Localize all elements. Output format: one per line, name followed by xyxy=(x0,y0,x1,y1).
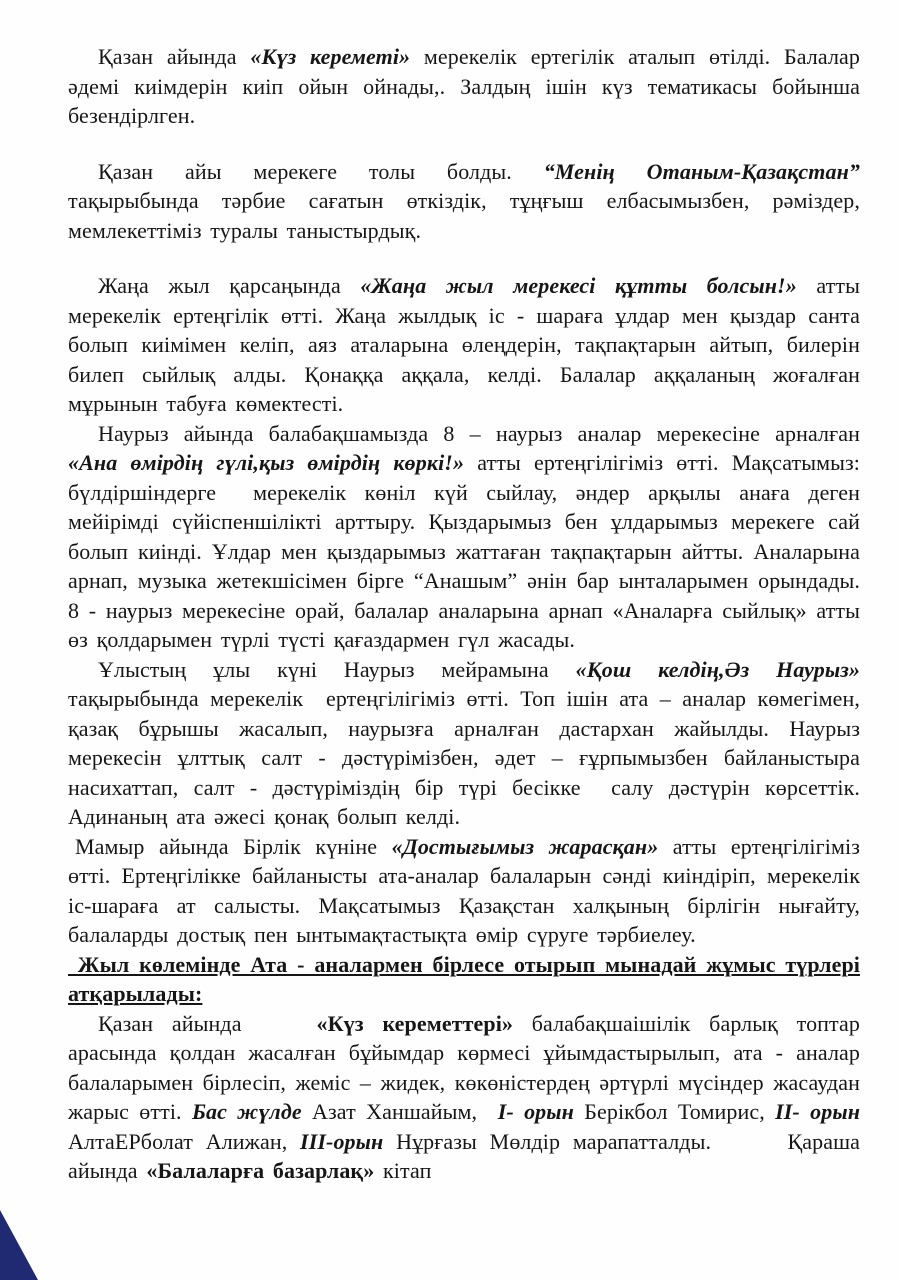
text-run: Наурыз айында балабақшамызда 8 – наурыз аналар мерекесіне арналған xyxy=(98,420,860,446)
para-autumn-crafts-contest xyxy=(68,1009,860,1186)
text-run: атты ертеңгілігіміз өтті. Мақсатымыз: бүлдіршіндерге мерекелік көніл күй сыйлау, әндер арқылы анаға деген мейірімді сүйіспеншілікті арттыру. Қыздарымыз бен ұлдарымыз мерекеге сай болып киінді. Ұлдар мен қыздарымыз жаттаған тақпақтарын айтты. Аналарына арнап, музыка жетекшісімен бірге “Анашым” әнін бар ынталарымен орындады. 8 - наурыз мерекесіне орай, балалар аналарына арнап «Аналарға сыйлық» атты өз қолдарымен түрлі түсті қағаздармен гүл жасады. xyxy=(68,450,861,652)
scan-corner-artifact xyxy=(0,1210,38,1280)
para-nauryz xyxy=(68,655,860,832)
text-run: Мамыр айында Бірлік күніне xyxy=(75,833,392,859)
text-run: «Күз кереметі» xyxy=(250,44,411,69)
text-run: III-орын xyxy=(300,1128,384,1154)
text-run: балабақшаішілік барлық топтар арасында қолдан жасалған бұйымдар көрмесі ұйымдастырылып, ата - аналар балаларымен бірлесіп, жеміс – жидек, көкөністердең әртүрлі мүсіндер жасаудан жарыс өтті. xyxy=(68,1010,860,1124)
text-run: Ұлыстың ұлы күні Наурыз мейрамына xyxy=(98,656,576,682)
text-run: «Достығымыз жарасқан» xyxy=(391,833,659,859)
text-run: «Балаларға базарлақ» xyxy=(146,1158,375,1183)
document-body xyxy=(68,42,860,1186)
text-run: Қазан айында xyxy=(98,44,251,69)
text-run: «Ана өмірдің гүлі,қыз өмірдің көркі!» xyxy=(68,450,465,475)
text-run: «Жаңа жыл мерекесі құтты болсын!» xyxy=(360,273,797,298)
text-run: «Күз кереметтері» xyxy=(316,1010,514,1036)
para-new-year xyxy=(68,271,860,419)
text-run: Жыл көлемінде Ата - аналармен бірлесе отырып мынадай жұмыс түрлері атқарылады: xyxy=(68,951,860,1006)
text-run: тақырыбында тәрбие сағатын өткіздік, тұңғыш елбасымызбен, рәміздер, мемлекеттіміз туралы таныстырдық. xyxy=(68,188,860,243)
para-may-unity xyxy=(68,832,860,950)
text-run: Қазан айы мерекеге толы болды. xyxy=(98,158,544,184)
heading-parents-joint-work xyxy=(68,950,860,1009)
text-run: мерекелік ертегілік аталып өтілді. Балалар әдемі киімдерін киіп ойын ойнады,. Залдың ішін күз тематикасы бойынша безендірлген. xyxy=(68,44,860,128)
text-run: Берікбол Томирис, xyxy=(573,1099,776,1124)
text-run: Нұрғазы Мөлдір марапатталды. Қараша айында xyxy=(68,1128,861,1183)
para-march-8 xyxy=(68,419,860,655)
text-run: Жаңа жыл қарсаңында xyxy=(98,273,361,298)
text-run: тақырыбында мерекелік ертеңгілігіміз өтті. Топ ішін ата – аналар көмегімен, қазақ бұрышы жасалып, наурызға арналған дастархан жайылды. Наурыз мерекесін ұлттық салт - дәстүрімізбен, әдет – ғұрпымызбен байланыстыра насихаттап, салт - дәстүріміздің бір түрі бесікке салу дәстүрін көрсеттік. Адинаның ата әжесі қонақ болып келді. xyxy=(68,686,860,829)
text-run: атты ертеңгілігіміз өтті. Ертеңгілікке байланысты ата-аналар балаларын сәнді киіндіріп, мерекелік іс-шараға ат салысты. Мақсатымыз Қазақстан халқының бірлігін нығайту, балаларды достық пен ынтымақтастықта өмір сүруге тәрбиелеу. xyxy=(68,833,860,947)
text-run: “Менің Отаным-Қазақстан” xyxy=(543,158,860,184)
text-run: I- орын xyxy=(497,1099,574,1124)
para-october-homeland xyxy=(68,157,860,246)
text-run: Азат Ханшайым, xyxy=(301,1099,498,1124)
para-october-autumn-festival xyxy=(68,42,860,131)
text-run: кітап xyxy=(374,1158,432,1183)
text-run: «Қош келдің,Әз Наурыз» xyxy=(575,656,861,682)
text-run: Бас жүлде xyxy=(191,1099,302,1124)
text-run: АлтаЕРболат Алижан, xyxy=(68,1128,301,1154)
text-run: атты мерекелік ертеңгілік өтті. Жаңа жылдық іс - шараға ұлдар мен қыздар санта болып киімімен келіп, аяз аталарына өлеңдерін, тақпақтарын айтып, билерін билеп сыйлық алды. Қонаққа аққала, келді. Балалар аққаланың жоғалған мұрынын табуға көмектесті. xyxy=(68,273,860,416)
text-run: Қазан айында xyxy=(98,1010,317,1036)
text-run: II- орын xyxy=(775,1099,861,1124)
